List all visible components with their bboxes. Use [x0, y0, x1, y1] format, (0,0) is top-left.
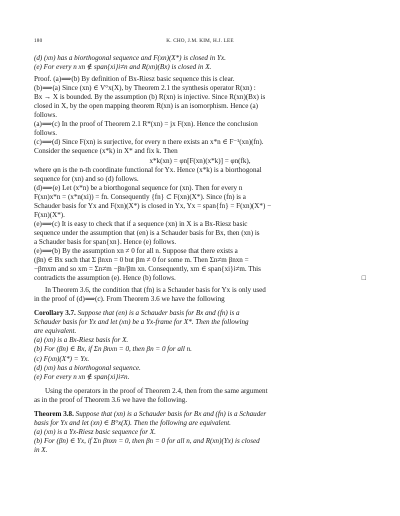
- text-line: F(xn)x*n = (x*n(xi)) = fn. Consequently {fn} ⊂ F(xn)(X*). Since (fn) is a: [34, 192, 246, 201]
- running-head: K. CHO, J.M. KIM, H.J. LEE: [166, 38, 234, 44]
- text-line: (c) F(xn)(X*) = Yx.: [34, 354, 90, 363]
- text-line: (e) For every n xn ∉ span{xi}i≠n and R(xn)(Bx) is closed in X.: [34, 63, 212, 72]
- text-line: Using the operators in the proof of Theorem 2.4, then from the same argument: [45, 386, 268, 395]
- text-line: closed in X, by the open mapping theorem R(xn) is an isomorphism. Hence (a): [34, 102, 258, 111]
- text-line: contradicts the assumption (e). Hence (b) follows. □: [34, 274, 366, 283]
- text-line: sequence for (xn) and so (d) follows.: [34, 174, 139, 183]
- text-line: (c)⟹(d) Since F(xn) is surjective, for every n there exists an x*n ∈ F⁻¹(xn)(fn).: [34, 138, 264, 147]
- text-line: in the proof of (d)⟹(c). From Theorem 3.6 we have the following: [34, 295, 225, 304]
- text-line: (b) For (βn) ∈ Bx, if Σn βnxn = 0, then βn = 0 for all n.: [34, 345, 192, 354]
- text-line: (b) For (βn) ∈ Yx, if Σn βnxn = 0, then βn = 0 for all n, and R(xn)(Yx) is closed: [34, 436, 260, 445]
- text-line: are equivalent.: [34, 327, 77, 336]
- text-line: basis for Yx and let (xn) ∈ B°x(X). Then the following are equivalent.: [34, 418, 231, 427]
- text-line: F(xn)(X*).: [34, 210, 65, 219]
- text-line: (b)⟹(a) Since (xn) ∈ V°x(X), by Theorem 2.1 the synthesis operator R(xn) :: [34, 84, 256, 93]
- page-number: 180: [34, 38, 43, 44]
- text-line: Consider the sequence (x*k) in X* and fix k. Then: [34, 147, 178, 156]
- corollary-label: Corollary 3.7.: [34, 309, 76, 318]
- text-line: where φn is the n-th coordinate functional for Yx. Hence (x*k) is a biorthogonal: [34, 165, 262, 174]
- text-line: (e)⟹(c) It is easy to check that if a sequence (xn) in X is a Bx-Riesz basic: [34, 219, 248, 228]
- text-line: a Schauder basis for span{xn}. Hence (e) follows.: [34, 237, 177, 246]
- page-body: [34, 54, 366, 455]
- text-line: (d)⟹(e) Let (x*n) be a biorthogonal sequence for (xn). Then for every n: [34, 183, 243, 192]
- text-line: [34, 410, 366, 419]
- text-line: follows.: [34, 111, 58, 120]
- text-line: −βmxm and so xm = Σn≠m −βn/βm xn. Consequently, xm ∈ span{xi}i≠m. This: [34, 265, 261, 274]
- text-line: (e) For every n xn ∉ span{xi}i≠n.: [34, 372, 130, 381]
- text-line: in X.: [34, 445, 48, 454]
- text-line: Schauder basis for Yx and let (xn) be a Yx-frame for X*. Then the following: [34, 318, 249, 327]
- text-line: (a) (xn) is a Yx-Riesz basic sequence for X.: [34, 427, 156, 436]
- text-line: sequence under the assumption that (en) is a Schauder basis for Bx, then (xn) is: [34, 228, 260, 237]
- theorem-label: Theorem 3.8.: [34, 409, 74, 418]
- text-line: (a) (xn) is a Bx-Riesz basis for X.: [34, 336, 129, 345]
- text-line: (d) (xn) has a biorthogonal sequence.: [34, 363, 141, 372]
- text-line: as in the proof of Theorem 3.6 we have the following.: [34, 395, 188, 404]
- text-line: (e)⟹(b) By the assumption xn ≠ 0 for all n. Suppose that there exists a: [34, 246, 238, 255]
- text-line: Proof. (a)⟹(b) By definition of Bx-Riesz basic sequence this is clear.: [34, 75, 235, 84]
- text-line: (d) (xn) has a biorthogonal sequence and F(xn)(X*) is closed in Yx.: [34, 54, 226, 62]
- page-header: [34, 38, 366, 48]
- text-line: follows.: [34, 129, 58, 138]
- qed-symbol: □: [361, 274, 366, 283]
- text-line: (a)⟹(c) In the proof of Theorem 2.1 R*(xn) = jx F(xn). Hence the conclusion: [34, 120, 258, 129]
- statement-text: Suppose that (xn) is a Schauder basis for Bx and (fn) is a Schauder: [73, 409, 267, 418]
- text-line: Schauder basis for Yx and F(xn)(X*) is closed in Yx, Yx = span{fn} = F(xn)(X*) −: [34, 201, 272, 210]
- text-line: x*k(xn) = φn[F(xn)(x*k)] = φn(fk),: [149, 156, 251, 165]
- text-line: In Theorem 3.6, the condition that (fn) is a Schauder basis for Yx is only used: [45, 286, 266, 295]
- text-line: [34, 309, 366, 318]
- text-line: Bx → X is bounded. By the assumption (b) R(xn) is injective. Since R(xn)(Bx) is: [34, 93, 266, 102]
- text-line: (βn) ∈ Bx such that Σ βnxn = 0 but βm ≠ 0 for some m. Then Σn≠m βnxn =: [34, 256, 249, 265]
- statement-text: Suppose that (en) is a Schauder basis for Bx and (fn) is a: [75, 309, 240, 318]
